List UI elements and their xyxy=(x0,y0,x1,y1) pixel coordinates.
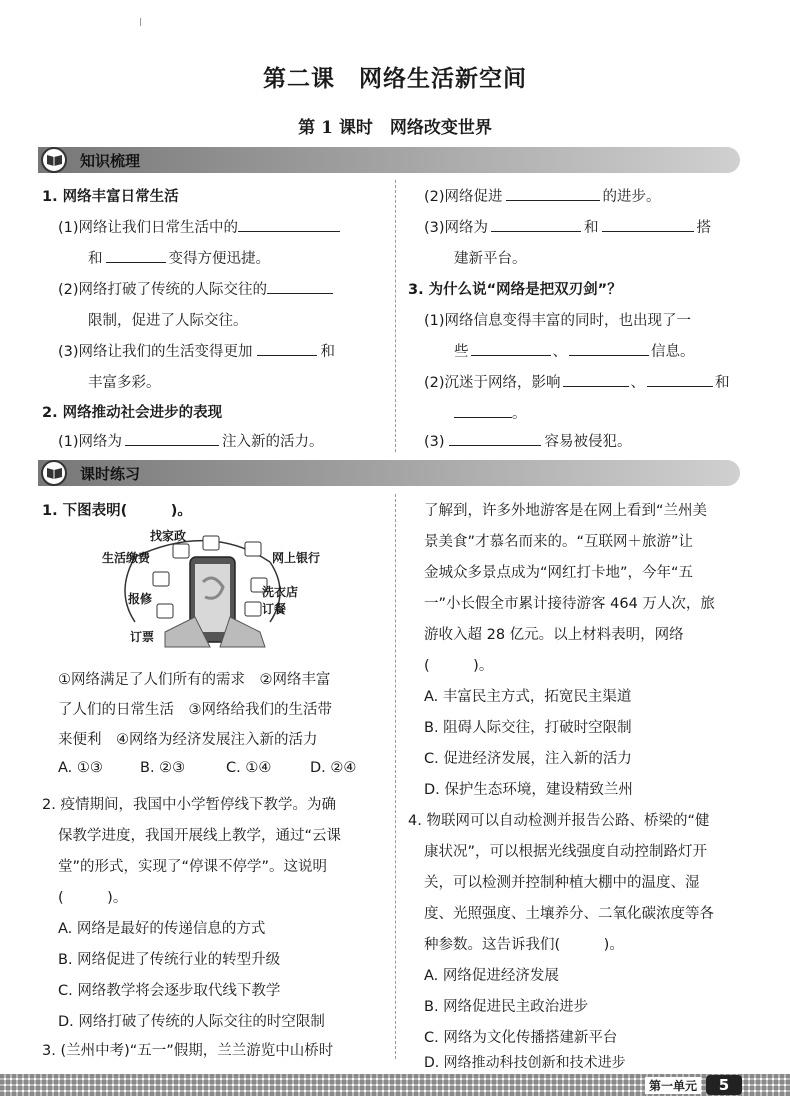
answer-paren[interactable]: ( )。 xyxy=(58,890,128,906)
blank-line xyxy=(58,430,324,451)
text: (1)网络让我们日常生活中的 xyxy=(58,220,239,236)
lesson-title: 第二课 网络生活新空间 xyxy=(263,65,527,92)
option-a[interactable]: A. 网络促进经济发展 xyxy=(424,968,559,984)
text: (2)网络促进 xyxy=(424,189,503,205)
option-b[interactable]: B. ②③ xyxy=(140,760,186,776)
answer-blank[interactable] xyxy=(471,341,551,356)
blank-line xyxy=(58,278,333,299)
text: 注入新的活力。 xyxy=(222,434,324,450)
blank-line xyxy=(424,430,632,451)
text: (2)沉迷于网络，影响 xyxy=(424,375,561,391)
text: 和 xyxy=(584,220,599,236)
option-b[interactable]: B. 网络促进了传统行业的转型升级 xyxy=(58,952,281,968)
question-stem: 康状况”，可以根据光线强度自动控制路灯开 xyxy=(424,844,708,860)
diagram-label: 找家政 xyxy=(150,529,187,543)
option-c[interactable]: C. ①④ xyxy=(226,760,272,776)
question-stem: 4. 物联网可以自动检测并报告公路、桥梁的“健 xyxy=(408,813,710,829)
question-stem: 度、光照强度、土壤养分、二氧化碳浓度等各 xyxy=(424,906,714,922)
text: 。 xyxy=(512,406,527,422)
answer-blank[interactable] xyxy=(454,403,512,418)
statement-line: 来便利 ④网络为经济发展注入新的活力 xyxy=(58,732,318,748)
answer-blank[interactable] xyxy=(602,217,694,232)
text: 、 xyxy=(552,344,567,360)
unit-label: 第一单元 xyxy=(645,1077,701,1094)
answer-blank[interactable] xyxy=(238,217,340,232)
column-divider xyxy=(395,494,396,1059)
text: 的进步。 xyxy=(602,189,661,205)
session-title: 第 1 课时 网络改变世界 xyxy=(298,118,492,138)
blank-line xyxy=(88,247,270,268)
text: 信息。 xyxy=(651,344,695,360)
text: 搭 xyxy=(696,220,712,236)
crop-mark xyxy=(140,18,141,26)
question-stem: 景美食”才慕名而来的。“互联网＋旅游”让 xyxy=(424,534,694,550)
statement-line: ①网络满足了人们所有的需求 ②网络丰富 xyxy=(58,672,331,688)
text: (1)网络为 xyxy=(58,434,123,450)
answer-blank[interactable] xyxy=(647,372,713,387)
text-line: 丰富多彩。 xyxy=(88,375,161,391)
option-d[interactable]: D. ②④ xyxy=(310,760,357,776)
option-b[interactable]: B. 网络促进民主政治进步 xyxy=(424,999,589,1015)
question-stem: 2. 疫情期间，我国中小学暂停线下教学。为确 xyxy=(42,797,336,813)
option-b[interactable]: B. 阻碍人际交往，打破时空限制 xyxy=(424,720,632,736)
question-stem: 种参数。这告诉我们( )。 xyxy=(424,937,624,953)
text: 和 xyxy=(88,251,103,267)
option-d[interactable]: D. 网络推动科技创新和技术进步 xyxy=(424,1055,626,1071)
option-d[interactable]: D. 保护生态环境，建设精致兰州 xyxy=(424,782,633,798)
text: (3) xyxy=(424,434,445,450)
question-stem: 了解到，许多外地游客是在网上看到“兰州美 xyxy=(424,503,708,519)
text: 变得方便迅捷。 xyxy=(168,251,270,267)
option-a[interactable]: A. 丰富民主方式，拓宽民主渠道 xyxy=(424,689,632,705)
blank-line xyxy=(454,402,527,423)
option-c[interactable]: C. 促进经济发展，注入新的活力 xyxy=(424,751,632,767)
answer-blank[interactable] xyxy=(449,431,541,446)
answer-blank[interactable] xyxy=(506,186,600,201)
text: 和 xyxy=(320,344,336,360)
book-icon xyxy=(41,147,67,173)
question-stem: 堂”的形式，实现了“停课不停学”。这说明 xyxy=(58,859,328,875)
section-label: 知识梳理 xyxy=(80,152,141,170)
option-a[interactable]: A. ①③ xyxy=(58,760,103,776)
diagram-label: 订票 xyxy=(130,630,155,644)
text: (3)网络为 xyxy=(424,220,489,236)
answer-blank[interactable] xyxy=(267,279,333,294)
column-divider xyxy=(395,180,396,452)
diagram-label: 洗衣店 xyxy=(262,585,299,599)
heading-3: 3. 为什么说“网络是把双刃剑”？ xyxy=(408,282,622,298)
question-stem: 保教学进度，我国开展线上教学，通过“云课 xyxy=(58,828,342,844)
question-stem: 金城众多景点成为“网红打卡地”，今年“五 xyxy=(424,565,694,581)
statement-line: 了人们的日常生活 ③网络给我们的生活带 xyxy=(58,702,332,718)
diagram-label: 订餐 xyxy=(262,602,287,616)
diagram-label: 网上银行 xyxy=(272,551,321,565)
text-line: 限制，促进了人际交往。 xyxy=(88,313,248,329)
text-line: (1)网络信息变得丰富的同时，也出现了一 xyxy=(424,313,692,329)
section-bar-knowledge xyxy=(38,147,740,173)
blank-line xyxy=(424,371,730,392)
option-d[interactable]: D. 网络打破了传统的人际交往的时空限制 xyxy=(58,1014,325,1030)
blank-line xyxy=(58,216,340,237)
question-stem: 3. (兰州中考)“五一”假期，兰兰游览中山桥时 xyxy=(42,1043,334,1059)
book-icon xyxy=(41,460,67,486)
question-stem: 关，可以检测并控制种植大棚中的温度、湿 xyxy=(424,875,700,891)
text: 些 xyxy=(454,344,469,360)
text-line: 建新平台。 xyxy=(454,251,527,267)
answer-blank[interactable] xyxy=(106,248,166,263)
page-number: 5 xyxy=(706,1075,742,1095)
answer-paren[interactable]: ( )。 xyxy=(424,658,494,674)
text: (3)网络让我们的生活变得更加 xyxy=(58,344,253,360)
option-c[interactable]: C. 网络教学将会逐步取代线下教学 xyxy=(58,983,281,999)
blank-line xyxy=(424,185,661,206)
question-stem: 游收入超 28 亿元。以上材料表明，网络 xyxy=(424,627,684,643)
text: 容易被侵犯。 xyxy=(544,434,632,450)
text: (2)网络打破了传统的人际交往的 xyxy=(58,282,268,298)
answer-blank[interactable] xyxy=(563,372,629,387)
question-stem xyxy=(42,499,192,520)
option-a[interactable]: A. 网络是最好的传递信息的方式 xyxy=(58,921,266,937)
question-stem: 一”小长假全市累计接待游客 464 万人次，旅 xyxy=(424,596,715,612)
answer-blank[interactable] xyxy=(125,431,219,446)
diagram-label: 报修 xyxy=(128,592,153,606)
diagram-label: 生活缴费 xyxy=(102,551,151,565)
text: 和 xyxy=(715,375,730,391)
text: 1. 下图表明( )。 xyxy=(42,503,192,519)
blank-line xyxy=(454,340,695,361)
text: 、 xyxy=(630,375,646,391)
answer-blank[interactable] xyxy=(569,341,649,356)
option-c[interactable]: C. 网络为文化传播搭建新平台 xyxy=(424,1030,618,1046)
section-bar-practice xyxy=(38,460,740,486)
heading-1: 1. 网络丰富日常生活 xyxy=(42,189,179,205)
answer-blank[interactable] xyxy=(491,217,581,232)
blank-line xyxy=(424,216,711,237)
section-label: 课时练习 xyxy=(80,465,141,483)
heading-2: 2. 网络推动社会进步的表现 xyxy=(42,405,223,421)
blank-line xyxy=(58,340,335,361)
answer-blank[interactable] xyxy=(257,341,317,356)
